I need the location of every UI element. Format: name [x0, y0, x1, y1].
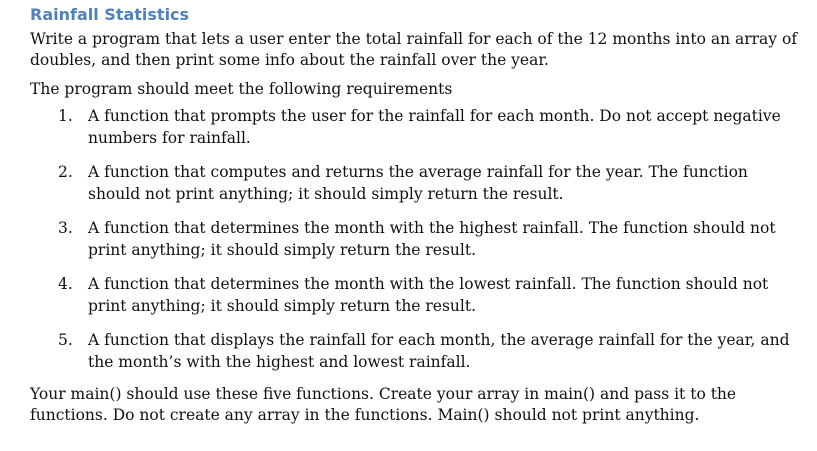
requirement-item [30, 218, 800, 261]
intro-paragraph: Write a program that lets a user enter the total rainfall for each of the 12 months into an array of doubles, and then print some info about the rainfall over the year. [30, 30, 798, 69]
requirement-item [30, 330, 800, 373]
requirement-text: A function that displays the rainfall for each month, the average rainfall for the year, and the month’s with the highest and lowest rainfall. [88, 331, 790, 371]
requirement-number: 1. [58, 107, 73, 125]
requirement-item [30, 106, 800, 149]
requirement-text: A function that prompts the user for the rainfall for each month. Do not accept negative numbers for rainfall. [88, 107, 781, 147]
requirement-text: A function that determines the month with the highest rainfall. The function should not print anything; it should simply return the result. [88, 219, 776, 259]
requirement-item [30, 274, 800, 317]
requirements-lead: The program should meet the following requirements [30, 80, 453, 98]
requirement-text: A function that determines the month with the lowest rainfall. The function should not print anything; it should simply return the result. [88, 275, 769, 315]
outro-paragraph: Your main() should use these five functions. Create your array in main() and pass it to the functions. Do not create any array in the functions. Main() should not print anything. [30, 385, 737, 424]
requirement-text: A function that computes and returns the average rainfall for the year. The function should not print anything; it should simply return the result. [88, 163, 748, 203]
requirements-list [30, 106, 800, 373]
requirement-number: 5. [58, 331, 73, 349]
document-page [30, 4, 800, 426]
requirement-number: 4. [58, 275, 73, 293]
requirement-number: 3. [58, 219, 73, 237]
document-heading: Rainfall Statistics [30, 5, 190, 24]
requirement-number: 2. [58, 163, 73, 181]
requirement-item [30, 162, 800, 205]
